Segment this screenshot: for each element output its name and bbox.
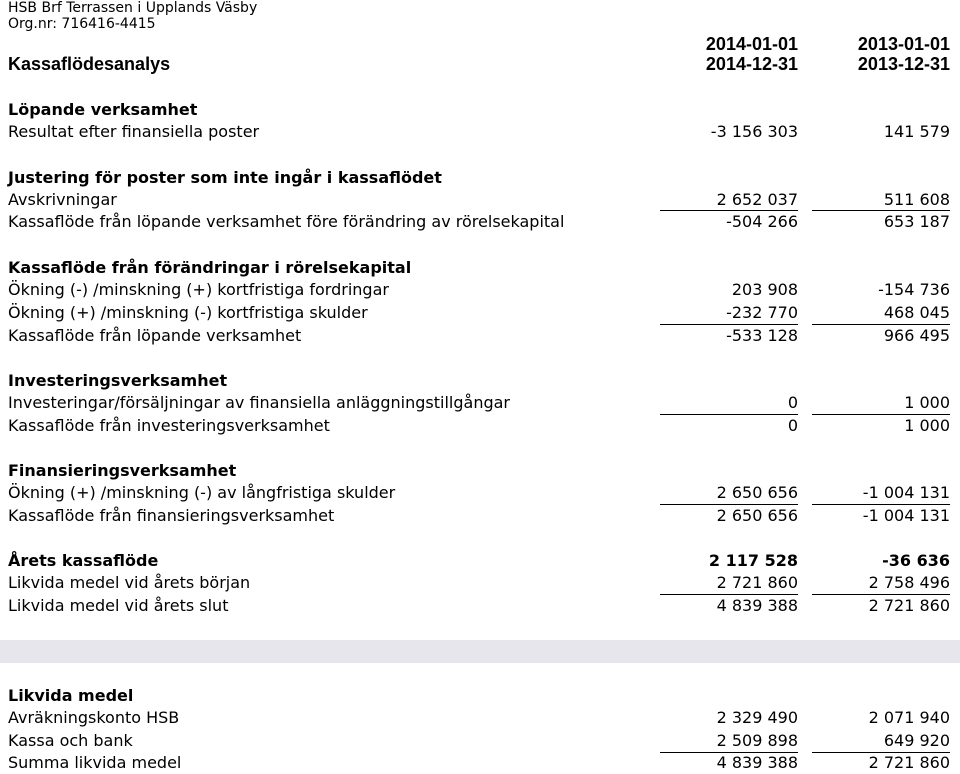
subtotal-line (660, 210, 798, 211)
row-label: Ökning (+) /minskning (-) kortfristiga skulder (8, 303, 368, 322)
col2-from-date: 2013-01-01 (857, 34, 950, 54)
subtotal-line (812, 324, 950, 325)
section-heading-justering: Justering för poster som inte ingår i kassaflödet (8, 168, 442, 187)
subtotal-line (660, 414, 798, 415)
row-label: Ökning (+) /minskning (-) av långfristiga skulder (8, 483, 396, 502)
row-label: Kassaflöde från investeringsverksamhet (8, 416, 330, 435)
row-label: Ökning (-) /minskning (+) kortfristiga fordringar (8, 280, 389, 299)
row-value-2013: 2 721 860 (868, 596, 950, 615)
section-heading-lopande: Löpande verksamhet (8, 100, 198, 119)
row-value-2013: 649 920 (883, 731, 950, 750)
row-value-2013: 653 187 (883, 212, 950, 231)
subtotal-line (660, 324, 798, 325)
subtotal-line (812, 504, 950, 505)
row-value-2013: -154 736 (878, 280, 950, 299)
subtotal-line (812, 414, 950, 415)
row-value-2013: 1 000 (904, 416, 950, 435)
row-value-2014: 2 509 898 (716, 731, 798, 750)
row-value-2014: -232 770 (726, 303, 798, 322)
row-value-2014: -3 156 303 (710, 122, 798, 141)
section-heading-rorelsekapital: Kassaflöde från förändringar i rörelsekapital (8, 258, 412, 277)
row-value-2013: 2 758 496 (868, 573, 950, 592)
section-heading-likvida: Likvida medel (8, 686, 134, 705)
row-value-2014: 2 650 656 (716, 483, 798, 502)
row-value-2013: 1 000 (904, 393, 950, 412)
row-value-2014: 4 839 388 (716, 753, 798, 772)
col1-to-date: 2014-12-31 (705, 54, 798, 74)
row-value-2014: 203 908 (731, 280, 798, 299)
subtotal-line (660, 504, 798, 505)
row-value-2013: 511 608 (883, 190, 950, 209)
row-value-2014: 2 652 037 (716, 190, 798, 209)
row-label: Likvida medel vid årets slut (8, 596, 229, 615)
row-value-2013: -1 004 131 (862, 506, 950, 525)
row-label-total: Årets kassaflöde (8, 551, 159, 570)
subtotal-line (660, 594, 798, 595)
section-heading-finansiering: Finansieringsverksamhet (8, 461, 237, 480)
row-value-2013: 468 045 (883, 303, 950, 322)
row-label: Kassaflöde från löpande verksamhet (8, 326, 302, 345)
org-number: Org.nr: 716416-4415 (8, 16, 156, 32)
row-value-2013: 2 071 940 (868, 708, 950, 727)
row-label: Kassa och bank (8, 731, 133, 750)
col1-from-date: 2014-01-01 (705, 34, 798, 54)
row-label: Avskrivningar (8, 190, 117, 209)
subtotal-line (812, 594, 950, 595)
row-value-2014: -533 128 (726, 326, 798, 345)
row-label: Kassaflöde från löpande verksamhet före förändring av rörelsekapital (8, 212, 565, 231)
section-heading-investering: Investeringsverksamhet (8, 371, 228, 390)
row-label: Summa likvida medel (8, 753, 182, 772)
col2-to-date: 2013-12-31 (857, 54, 950, 74)
row-label: Investeringar/försäljningar av finansiella anläggningstillgångar (8, 393, 511, 412)
row-value-2013: 966 495 (883, 326, 950, 345)
row-value-2013: 141 579 (883, 122, 950, 141)
row-value-2013: -1 004 131 (862, 483, 950, 502)
row-value-2014: 0 (787, 393, 798, 412)
row-value-2014: -504 266 (726, 212, 798, 231)
row-value-2014: 4 839 388 (716, 596, 798, 615)
row-label: Kassaflöde från finansieringsverksamhet (8, 506, 335, 525)
row-value-2014: 2 117 528 (708, 551, 798, 570)
separator-band (0, 640, 960, 663)
row-value-2013: 2 721 860 (868, 753, 950, 772)
row-value-2014: 2 721 860 (716, 573, 798, 592)
row-value-2014: 2 329 490 (716, 708, 798, 727)
page-title: Kassaflödesanalys (8, 54, 171, 74)
row-label: Resultat efter finansiella poster (8, 122, 260, 141)
row-value-2014: 0 (787, 416, 798, 435)
row-value-2014: 2 650 656 (716, 506, 798, 525)
company-name: HSB Brf Terrassen i Upplands Väsby (8, 0, 258, 16)
row-value-2013: -36 636 (882, 551, 950, 570)
row-label: Likvida medel vid årets början (8, 573, 251, 592)
subtotal-line (812, 210, 950, 211)
row-label: Avräkningskonto HSB (8, 708, 180, 727)
